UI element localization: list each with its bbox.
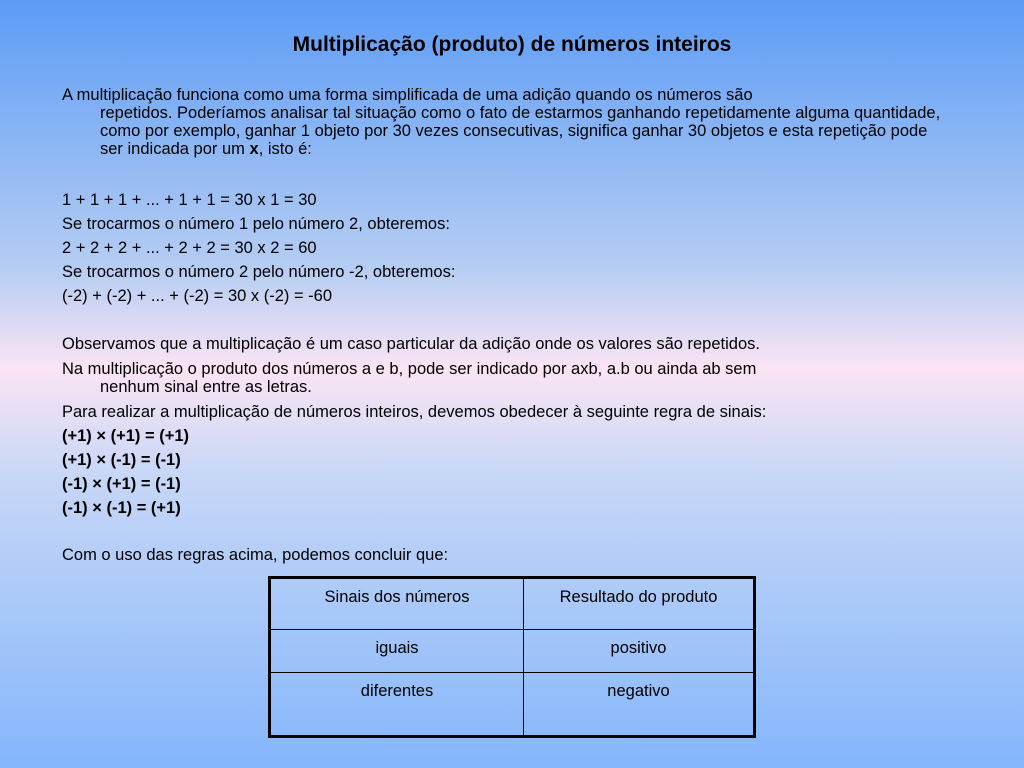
rules-intro-text: Para realizar a multiplicação de números inteiros, devemos obedecer à seguinte regra de sinais: (62, 403, 767, 421)
table-header-cell: Sinais dos números (270, 578, 524, 630)
notation-paragraph (62, 360, 942, 396)
table-cell: diferentes (270, 673, 524, 737)
slide-title: Multiplicação (produto) de números inteiros (292, 33, 732, 56)
observation-text: Observamos que a multiplicação é um caso particular da adição onde os valores são repetidos. (62, 335, 760, 353)
sign-rule-2: (+1) × (-1) = (-1) (62, 451, 181, 469)
table-row (270, 630, 755, 673)
intro-paragraph (62, 86, 942, 158)
sign-rule-3: (-1) × (+1) = (-1) (62, 475, 181, 493)
intro-rest (62, 104, 942, 158)
table-cell: negativo (524, 673, 755, 737)
table-cell: iguais (270, 630, 524, 673)
intro-after-x: , isto é: (258, 140, 312, 158)
example-line-1: 1 + 1 + 1 + ... + 1 + 1 = 30 x 1 = 30 (62, 191, 317, 209)
table-header-cell: Resultado do produto (524, 578, 755, 630)
table-header-row (270, 578, 755, 630)
intro-first-line: A multiplicação funciona como uma forma simplificada de uma adição quando os números são (62, 86, 753, 104)
example-line-2: Se trocarmos o número 1 pelo número 2, obteremos: (62, 215, 450, 233)
example-line-3: 2 + 2 + 2 + ... + 2 + 2 = 30 x 2 = 60 (62, 239, 317, 257)
sign-rule-4: (-1) × (-1) = (+1) (62, 499, 181, 517)
table-cell: positivo (524, 630, 755, 673)
conclusion-text: Com o uso das regras acima, podemos concluir que: (62, 546, 449, 564)
example-line-5: (-2) + (-2) + ... + (-2) = 30 x (-2) = -60 (62, 287, 333, 305)
sign-rule-1: (+1) × (+1) = (+1) (62, 427, 190, 445)
intro-x: x (249, 140, 259, 158)
notation-first-line: Na multiplicação o produto dos números a e b, pode ser indicado por axb, a.b ou ainda ab sem (62, 360, 757, 378)
notation-rest: nenhum sinal entre as letras. (100, 378, 312, 396)
example-line-4: Se trocarmos o número 2 pelo número -2, obteremos: (62, 263, 456, 281)
sign-result-table (268, 576, 756, 738)
table-row (270, 673, 755, 737)
intro-rest-text: repetidos. Poderíamos analisar tal situação como o fato de estarmos ganhando repetidamente alguma quantidade, como por exemplo, ganhar 1 objeto por 30 vezes consecutivas, significa ganhar 30 objetos e esta repetição pode ser indicada por um (100, 104, 941, 158)
